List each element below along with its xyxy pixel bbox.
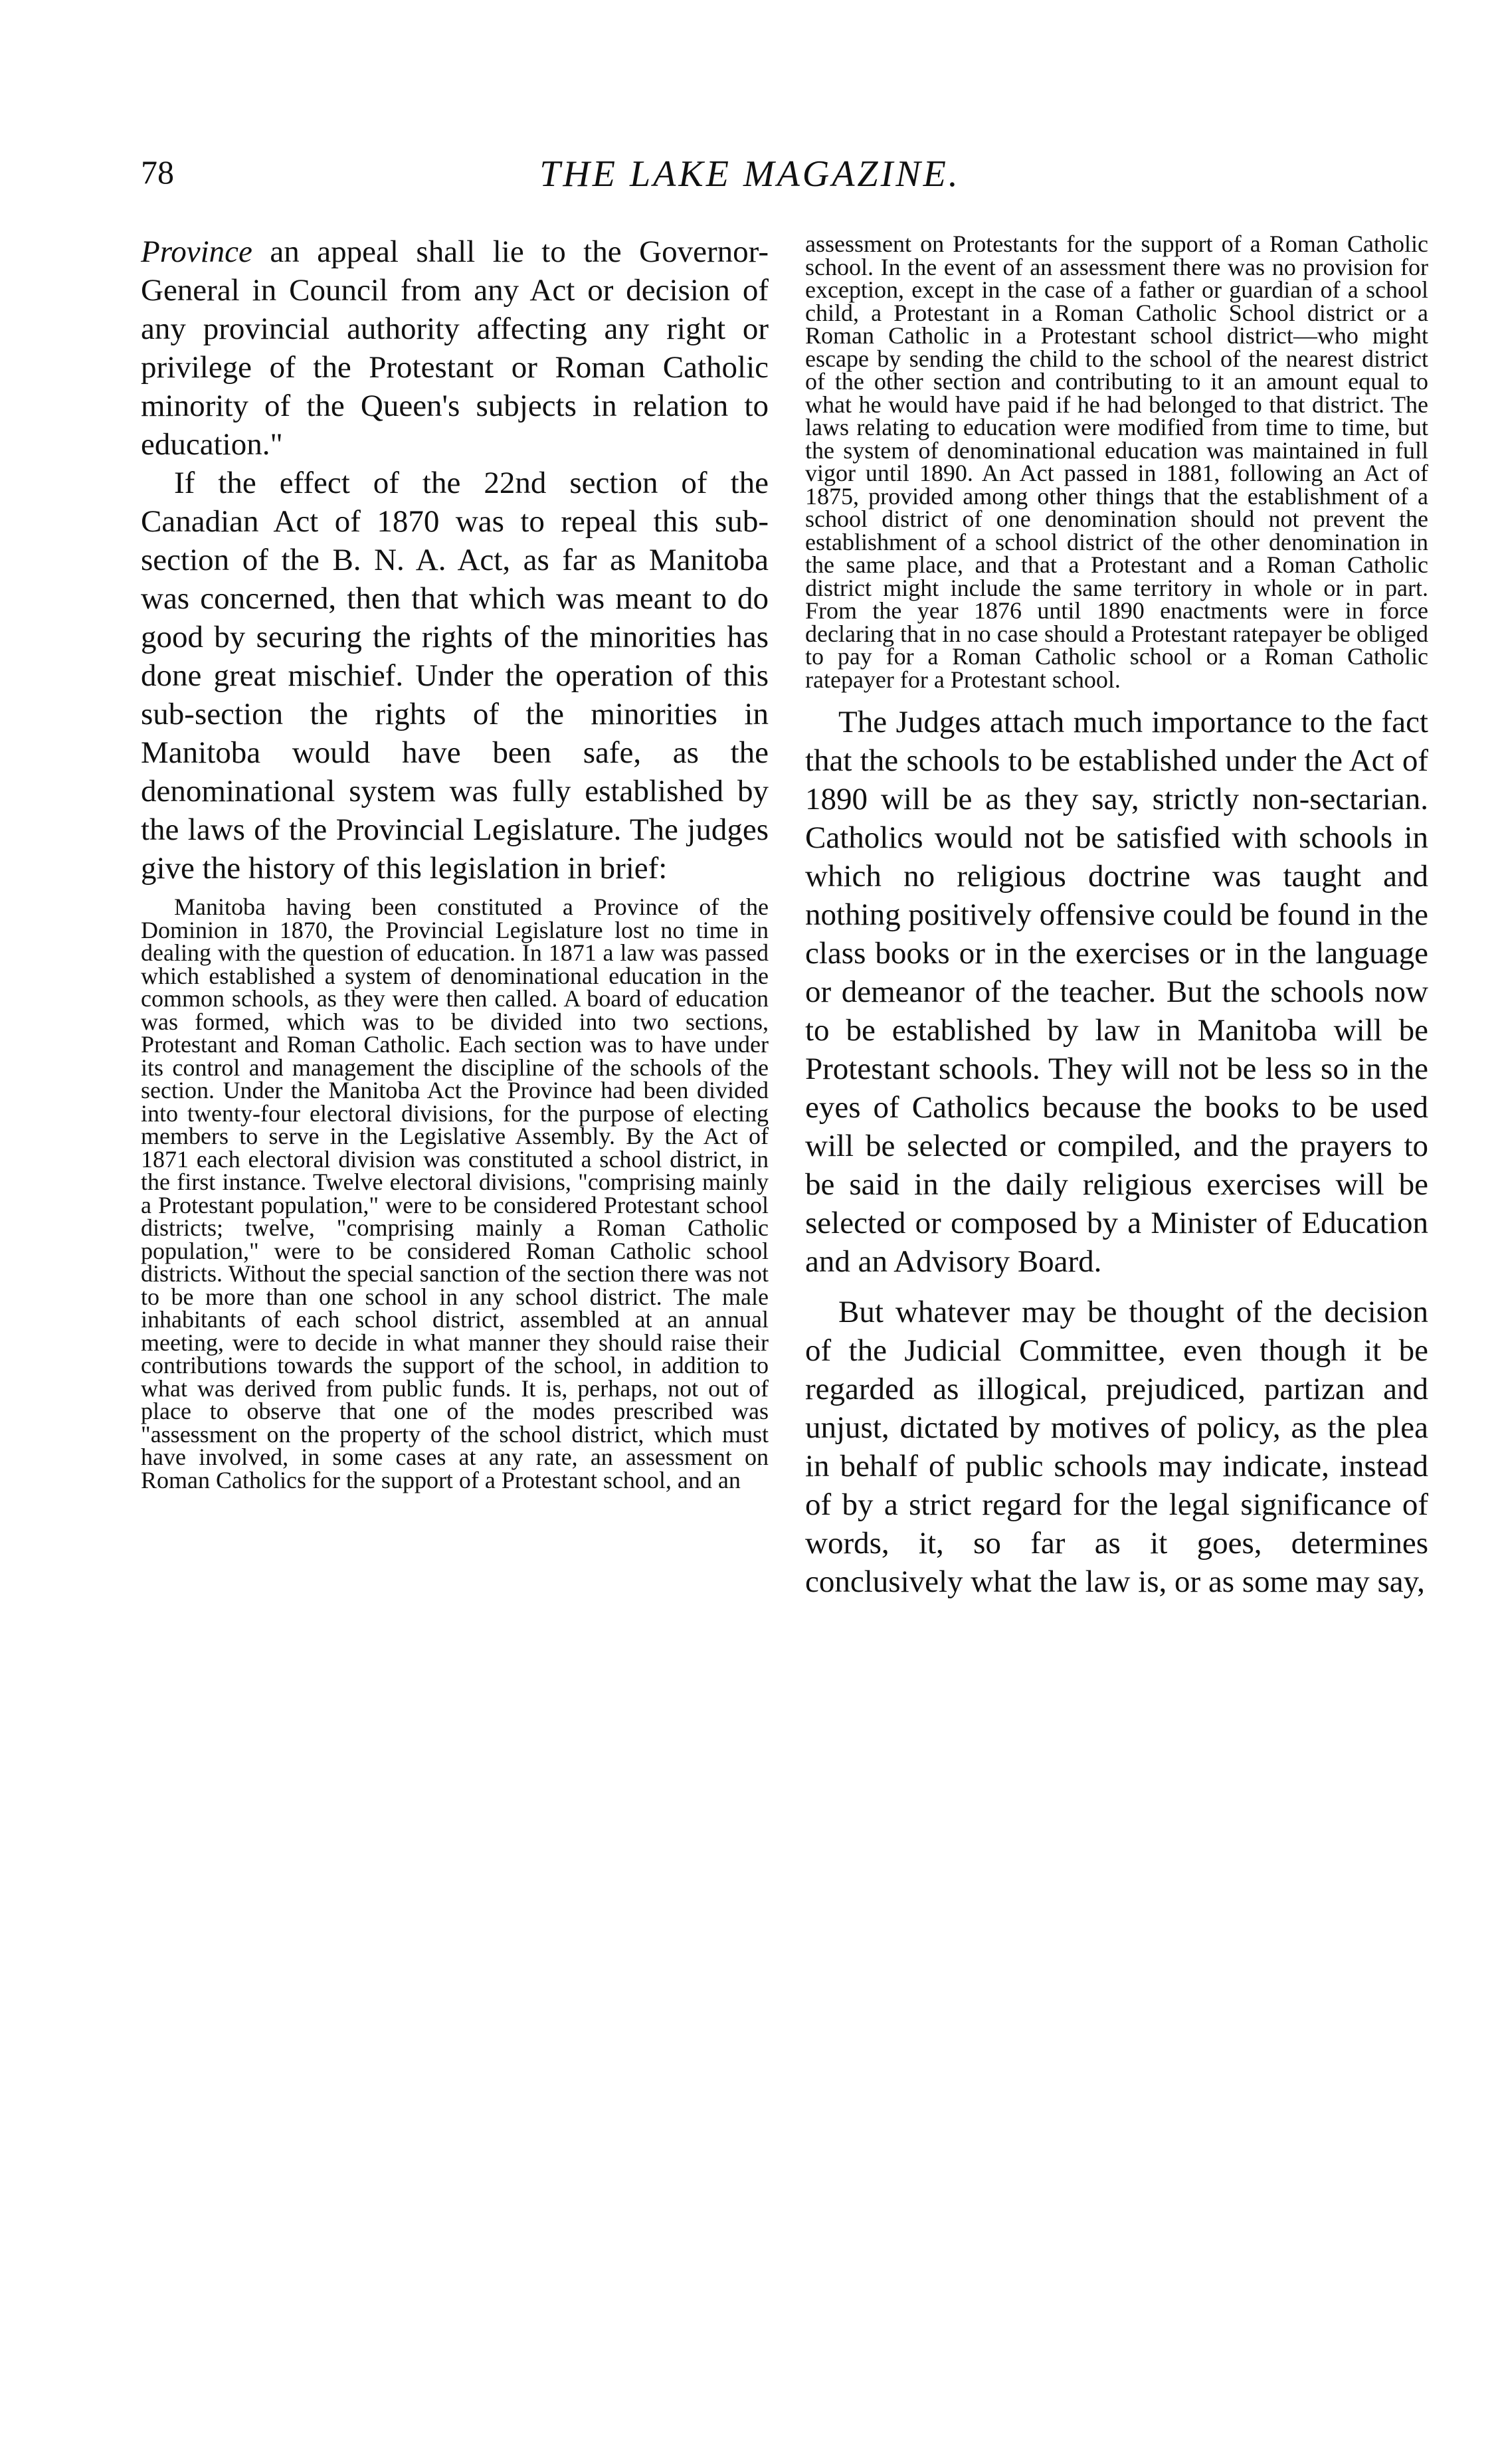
paragraph-judicial-committee: But whatever may be thought of the decision of the Judicial Committee, even though it be regarded as illogical, prejudiced, partizan and unjust, dictated by motives of policy, as the plea in behalf of public schools may indicate, instead of by a strict regard for the legal significance of words, it, so far as it goes, determines conclusively what the law is, or as some may say, (805, 1295, 1428, 1599)
left-column (141, 233, 769, 1491)
running-title: THE LAKE MAGAZINE. (539, 153, 961, 195)
paragraph-section-22: If the effect of the 22nd section of the Canadian Act of 1870 was to repeal this sub-section of the B. N. A. Act, as far as Manitoba was concerned, then that which was meant to do good by securing the rights of the minorities has done great mischief. Under the operation of this sub-section the rights of the minorities in Manitoba would have been safe, as the denominational system was fully established by the laws of the Provincial Legislature. The judges give the history of this legislation in brief: (141, 466, 769, 886)
page-number: 78 (141, 153, 174, 191)
paragraph-judges-importance: The Judges attach much importance to the fact that the schools to be established under the Act of 1890 will be as they say, strictly non-sectarian. Catholics would not be satisfied with schools in which no religious doctrine was taught and nothing positively offensive could be found in the class books or in the exercises or in the language or demeanor of the teacher. But the schools now to be established by law in Manitoba will be Protestant schools. They will not be less so in the eyes of Catholics because the books to be used will be selected or compiled, and the prayers to be said in the daily religious exercises will be selected or composed by a Minister of Education and an Advisory Board. (805, 705, 1428, 1279)
paragraph-province-appeal (141, 233, 769, 464)
quoted-history-part-1: Manitoba having been constituted a Province of the Dominion in 1870, the Provincial Legislature lost no time in dealing with the question of education. In 1871 a law was passed which established a system of denominational education in the common schools, as they were then called. A board of education was formed, which was to be divided into two sections, Protestant and Roman Catholic. Each section was to have under its control and management the discipline of the schools of the section. Under the Manitoba Act the Province had been divided into twenty-four electoral divisions, for the purpose of electing members to serve in the Legislative Assembly. By the Act of 1871 each electoral division was constituted a school district, in the first instance. Twelve electoral divisions, "comprising mainly a Protestant population," were to be considered Protestant school districts; twelve, "comprising mainly a Roman Catholic population," were to be considered Roman Catholic school districts. Without the special sanction of the section there was not to be more than one school in any school district. The male inhabitants of each school district, assembled at an annual meeting, were to decide in what manner they should raise their contributions towards the support of the school, in addition to what was derived from public funds. It is, perhaps, not out of place to observe that one of the modes prescribed was "assessment on the property of the school district, which must have involved, in some cases at any rate, an assessment on Roman Catholics for the support of a Protestant school, and an (141, 894, 769, 1493)
quoted-history-part-2: assessment on Protestants for the support of a Roman Catholic school. In the event of an assessment there was no provision for exception, except in the case of a father or guardian of a school child, a Protestant in a Roman Catholic School district or a Roman Catholic in a Protestant school district—who might escape by sending the child to the school of the nearest district of the other section and contributing to it an amount equal to what he would have paid if he had belonged to that district. The laws relating to education were modified from time to time, but the system of denominational education was maintained in full vigor until 1890. An Act passed in 1881, following an Act of 1875, provided among other things that the establishment of a school district of one denomination should not prevent the establishment of a school district of the other denomination in the same place, and that a Protestant and a Roman Catholic district might include the same territory in whole or in part. From the year 1876 until 1890 enactments were in force declaring that in no case should a Protestant ratepayer be obliged to pay for a Roman Catholic school or a Roman Catholic ratepayer for a Protestant school. (805, 231, 1428, 693)
right-column (805, 233, 1428, 1601)
page-header (0, 153, 1500, 213)
italic-province: Province (141, 235, 252, 269)
paragraph-province-appeal-text: an appeal shall lie to the Governor-General in Council from any Act or decision of any provincial authority affecting any right or privilege of the Protestant or Roman Catholic minority of the Queen's subjects in relation to education." (141, 235, 769, 462)
